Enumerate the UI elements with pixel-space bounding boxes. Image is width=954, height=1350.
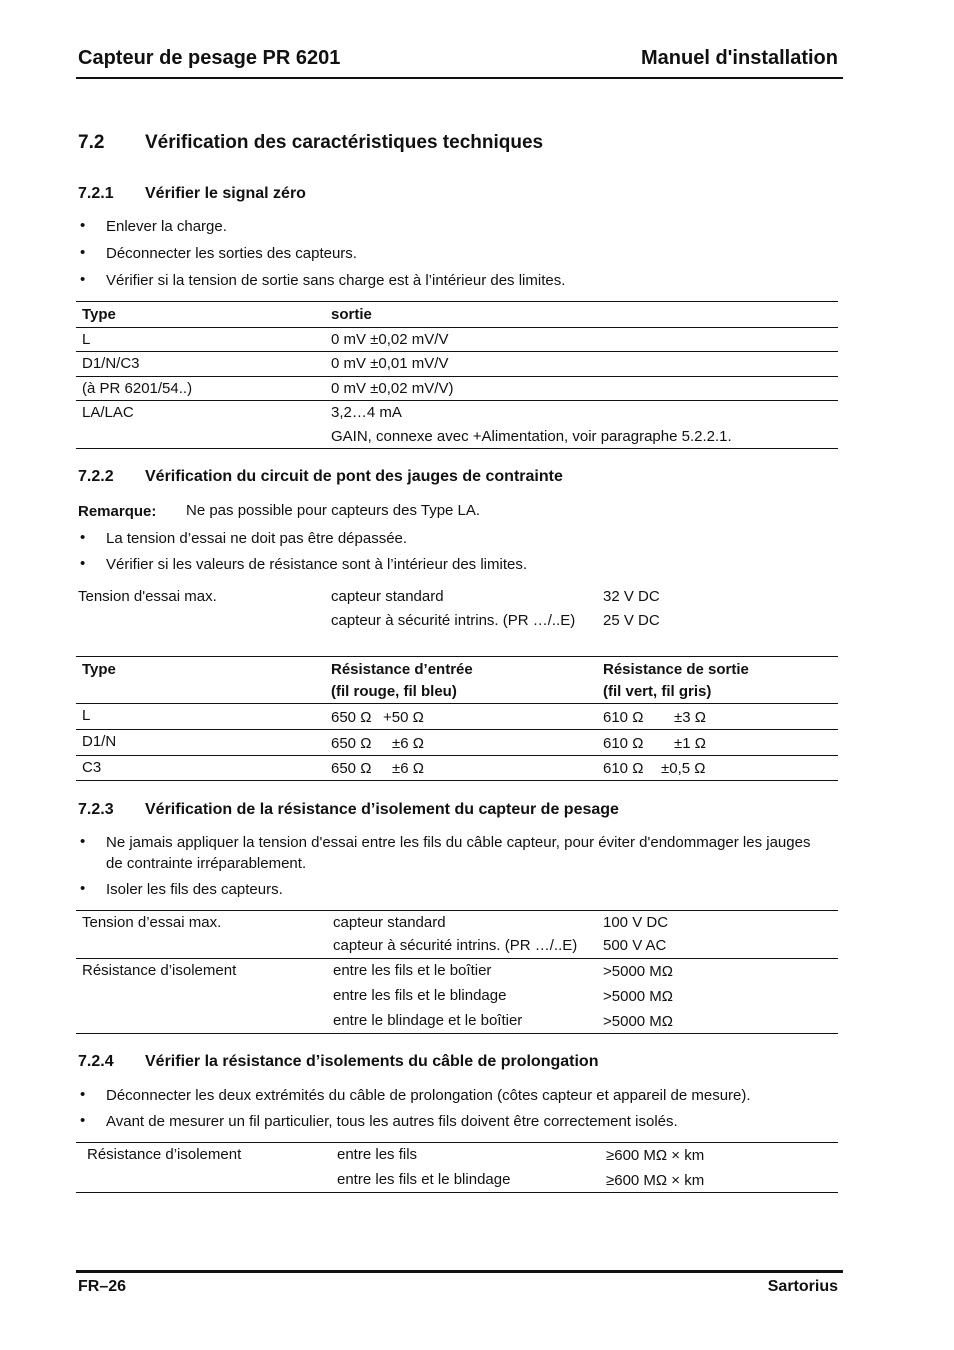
table-cell: entre le blindage et le boîtier: [333, 1012, 523, 1029]
list-item: Déconnecter les deux extrémités du câble de prolongation (côtes capteur et appareil de mesure).: [106, 1087, 751, 1104]
table-rule: [76, 910, 838, 911]
table-rule: [76, 1192, 838, 1193]
s4-number: 7.2.4: [78, 1053, 114, 1070]
table-cell: ±1 Ω: [674, 735, 706, 752]
table-cell: ±0,5 Ω: [661, 760, 706, 777]
table-rule: [76, 301, 838, 302]
footer-brand: Sartorius: [767, 1278, 838, 1295]
section-title: Vérification des caractéristiques techniques: [145, 132, 544, 153]
table-cell: ≥600 MΩ × km: [606, 1172, 705, 1189]
bullet-icon: •: [80, 217, 86, 234]
s1-number: 7.2.1: [78, 185, 114, 202]
list-item: Vérifier si les valeurs de résistance sont à l’intérieur des limites.: [106, 556, 528, 573]
s3-number: 7.2.3: [78, 801, 114, 818]
header-title: Capteur de pesage PR 6201: [78, 47, 341, 69]
table-cell: entre les fils et le boîtier: [333, 962, 492, 979]
table-cell: 500 V AC: [603, 937, 667, 954]
table-cell: >5000 MΩ: [603, 1013, 674, 1030]
bullet-icon: •: [80, 244, 86, 261]
table-cell: 0 mV ±0,01 mV/V: [331, 355, 449, 372]
header-manual: Manuel d'installation: [641, 47, 838, 69]
remark-text: Ne pas possible pour capteurs des Type LA.: [186, 502, 481, 519]
table-rule: [76, 703, 838, 704]
table-cell: 3,2…4 mA: [331, 404, 402, 421]
list-item: Enlever la charge.: [106, 218, 227, 235]
table-cell: ±6 Ω: [392, 760, 424, 777]
insulation-label: Résistance d’isolement: [87, 1146, 242, 1163]
test-voltage-label: Tension d'essai max.: [78, 588, 217, 605]
page-number: FR–26: [78, 1278, 127, 1295]
table-cell: C3: [82, 759, 102, 776]
table-rule: [76, 327, 838, 328]
list-item: Vérifier si la tension de sortie sans charge est à l’intérieur des limites.: [106, 272, 566, 289]
table-cell: entre les fils et le blindage: [337, 1171, 511, 1188]
table-cell: 0 mV ±0,02 mV/V: [331, 331, 449, 348]
table-header-input-resistance: Résistance d’entrée: [331, 661, 473, 678]
table-cell: 610 Ω: [603, 760, 644, 777]
bullet-icon: •: [80, 1112, 86, 1129]
section-number: 7.2: [78, 132, 105, 153]
s2-number: 7.2.2: [78, 468, 114, 485]
table-cell: 650 Ω: [331, 709, 372, 726]
table-header-type: Type: [82, 661, 116, 678]
table-header-type: Type: [82, 306, 116, 323]
header-rule: [76, 77, 843, 79]
table-rule: [76, 1033, 838, 1034]
s4-title: Vérifier la résistance d’isolements du câble de prolongation: [145, 1053, 599, 1070]
s2-title: Vérification du circuit de pont des jauges de contrainte: [145, 468, 563, 485]
table-cell: D1/N/C3: [82, 355, 140, 372]
list-item: La tension d’essai ne doit pas être dépassée.: [106, 530, 408, 547]
table-cell: capteur à sécurité intrins. (PR …/..E): [333, 937, 578, 954]
table-cell: (à PR 6201/54..): [82, 380, 193, 397]
table-cell: entre les fils: [337, 1146, 418, 1163]
table-cell: entre les fils et le blindage: [333, 987, 507, 1004]
table-cell: 650 Ω: [331, 735, 372, 752]
test-row-label: capteur standard: [331, 588, 444, 605]
test-row-label: capteur à sécurité intrins. (PR …/..E): [331, 612, 576, 629]
bullet-icon: •: [80, 271, 86, 288]
test-row-value: 25 V DC: [603, 612, 660, 629]
test-row-value: 32 V DC: [603, 588, 660, 605]
table-header-output: sortie: [331, 306, 372, 323]
s3-title: Vérification de la résistance d’isolement du capteur de pesage: [145, 801, 619, 818]
s1-title: Vérifier le signal zéro: [145, 185, 306, 202]
table-rule: [76, 755, 838, 756]
table-cell: ±6 Ω: [392, 735, 424, 752]
table-header-input-wires: (fil rouge, fil bleu): [331, 683, 457, 700]
table-rule: [76, 780, 838, 781]
table-cell: 610 Ω: [603, 709, 644, 726]
table-rule: [76, 656, 838, 657]
table-cell-note: GAIN, connexe avec +Alimentation, voir paragraphe 5.2.2.1.: [331, 428, 732, 445]
table-cell: ≥600 MΩ × km: [606, 1147, 705, 1164]
bullet-icon: •: [80, 880, 86, 897]
table-cell: 0 mV ±0,02 mV/V): [331, 380, 454, 397]
table-rule: [76, 376, 838, 377]
bullet-icon: •: [80, 529, 86, 546]
list-item: Déconnecter les sorties des capteurs.: [106, 245, 357, 262]
list-item-continued: de contrainte irréparablement.: [106, 855, 307, 872]
bullet-icon: •: [80, 833, 86, 850]
insulation-label: Résistance d’isolement: [82, 962, 237, 979]
table-cell: 650 Ω: [331, 760, 372, 777]
list-item: Isoler les fils des capteurs.: [106, 881, 283, 898]
table-cell: ±3 Ω: [674, 709, 706, 726]
table-cell: >5000 MΩ: [603, 988, 674, 1005]
table-cell: L: [82, 707, 91, 724]
table-header-output-resistance: Résistance de sortie: [603, 661, 749, 678]
bullet-icon: •: [80, 1086, 86, 1103]
table-cell: LA/LAC: [82, 404, 134, 421]
table-cell: +50 Ω: [383, 709, 424, 726]
table-cell: 610 Ω: [603, 735, 644, 752]
test-voltage-label: Tension d’essai max.: [82, 914, 222, 931]
table-cell: capteur standard: [333, 914, 446, 931]
table-rule: [76, 958, 838, 959]
list-item: Ne jamais appliquer la tension d'essai entre les fils du câble capteur, pour éviter d'endommager les jauges: [106, 834, 811, 851]
table-rule: [76, 400, 838, 401]
table-rule: [76, 351, 838, 352]
table-rule: [76, 448, 838, 449]
list-item: Avant de mesurer un fil particulier, tous les autres fils doivent être correctement isolés.: [106, 1113, 678, 1130]
table-cell: 100 V DC: [603, 914, 669, 931]
table-cell: L: [82, 331, 91, 348]
table-rule: [76, 729, 838, 730]
footer-rule: [76, 1270, 843, 1273]
table-header-output-wires: (fil vert, fil gris): [603, 683, 712, 700]
table-rule: [76, 1142, 838, 1143]
table-cell: >5000 MΩ: [603, 963, 674, 980]
table-cell: D1/N: [82, 733, 117, 750]
bullet-icon: •: [80, 555, 86, 572]
remark-label: Remarque:: [78, 503, 157, 520]
